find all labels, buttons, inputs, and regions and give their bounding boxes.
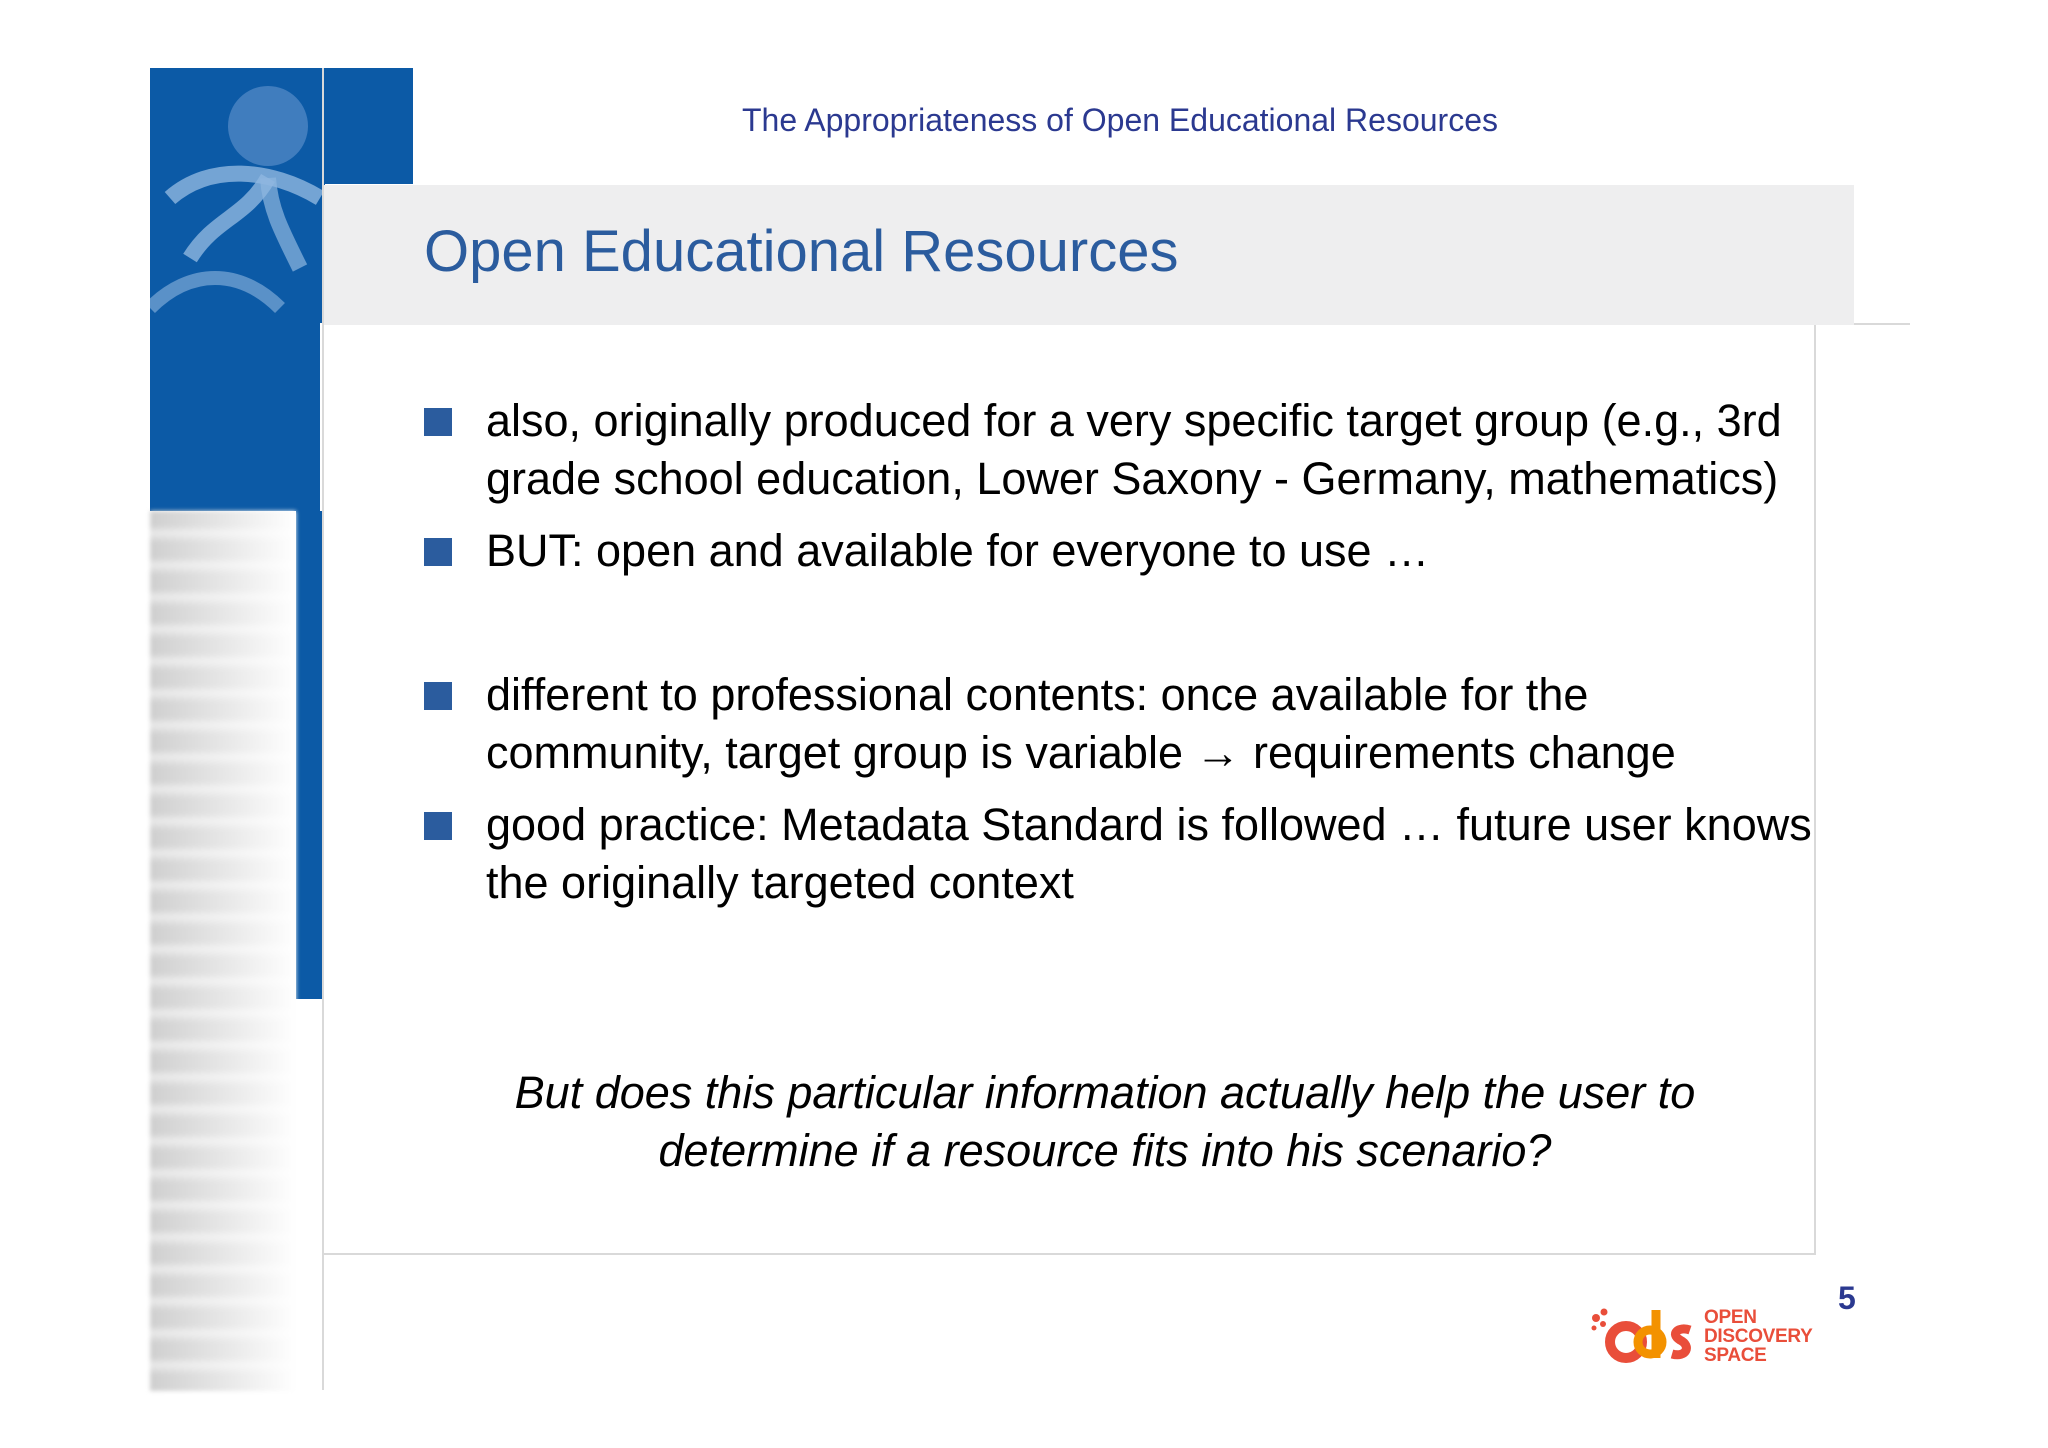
bullet-text: also, originally produced for a very specific target group (e.g., 3rd grade school education, Lower Saxony - Germany, mathematics): [486, 395, 1782, 504]
square-bullet-icon: [424, 408, 452, 436]
content-frame-right: [1814, 325, 1816, 1255]
bullet-item: [424, 666, 1814, 782]
title-band-underline: [1854, 323, 1910, 325]
logo-line: OPEN: [1704, 1307, 1757, 1328]
content-frame-bottom: [324, 1253, 1816, 1255]
square-bullet-icon: [424, 682, 452, 710]
bullet-item: [424, 522, 1814, 580]
bullet-text: BUT: open and available for everyone to use …: [486, 525, 1430, 576]
bullet-text: different to professional contents: once available for the community, target group is variable → requirements change: [486, 669, 1676, 778]
square-bullet-icon: [424, 538, 452, 566]
bullet-list: [424, 392, 1814, 912]
decorative-faded-pattern: [150, 511, 296, 1391]
bullet-text: good practice: Metadata Standard is followed … future user knows the originally targeted context: [486, 799, 1812, 908]
page-number: 5: [1838, 1280, 1856, 1316]
slide-title: Open Educational Resources: [424, 219, 1179, 284]
bullet-item: [424, 392, 1814, 508]
logo-wordmark: [1704, 1308, 1813, 1365]
logo-line: DISCOVERY: [1704, 1326, 1813, 1347]
bullet-item: [424, 796, 1814, 912]
ods-logo-icon: [1590, 1302, 1702, 1366]
decorative-banner-logo: [150, 68, 325, 323]
open-discovery-space-logo: [1590, 1302, 1820, 1366]
logo-line: SPACE: [1704, 1345, 1767, 1366]
decorative-square: [325, 68, 413, 184]
stylized-figures-icon: [150, 68, 325, 323]
decorative-blue-stripe: [296, 511, 322, 999]
closing-question: But does this particular information actually help the user to determine if a resource fits into his scenario?: [514, 1067, 1696, 1176]
square-bullet-icon: [424, 812, 452, 840]
decorative-blue-block: [150, 323, 320, 511]
running-header-title: The Appropriateness of Open Educational Resources: [741, 102, 1498, 138]
